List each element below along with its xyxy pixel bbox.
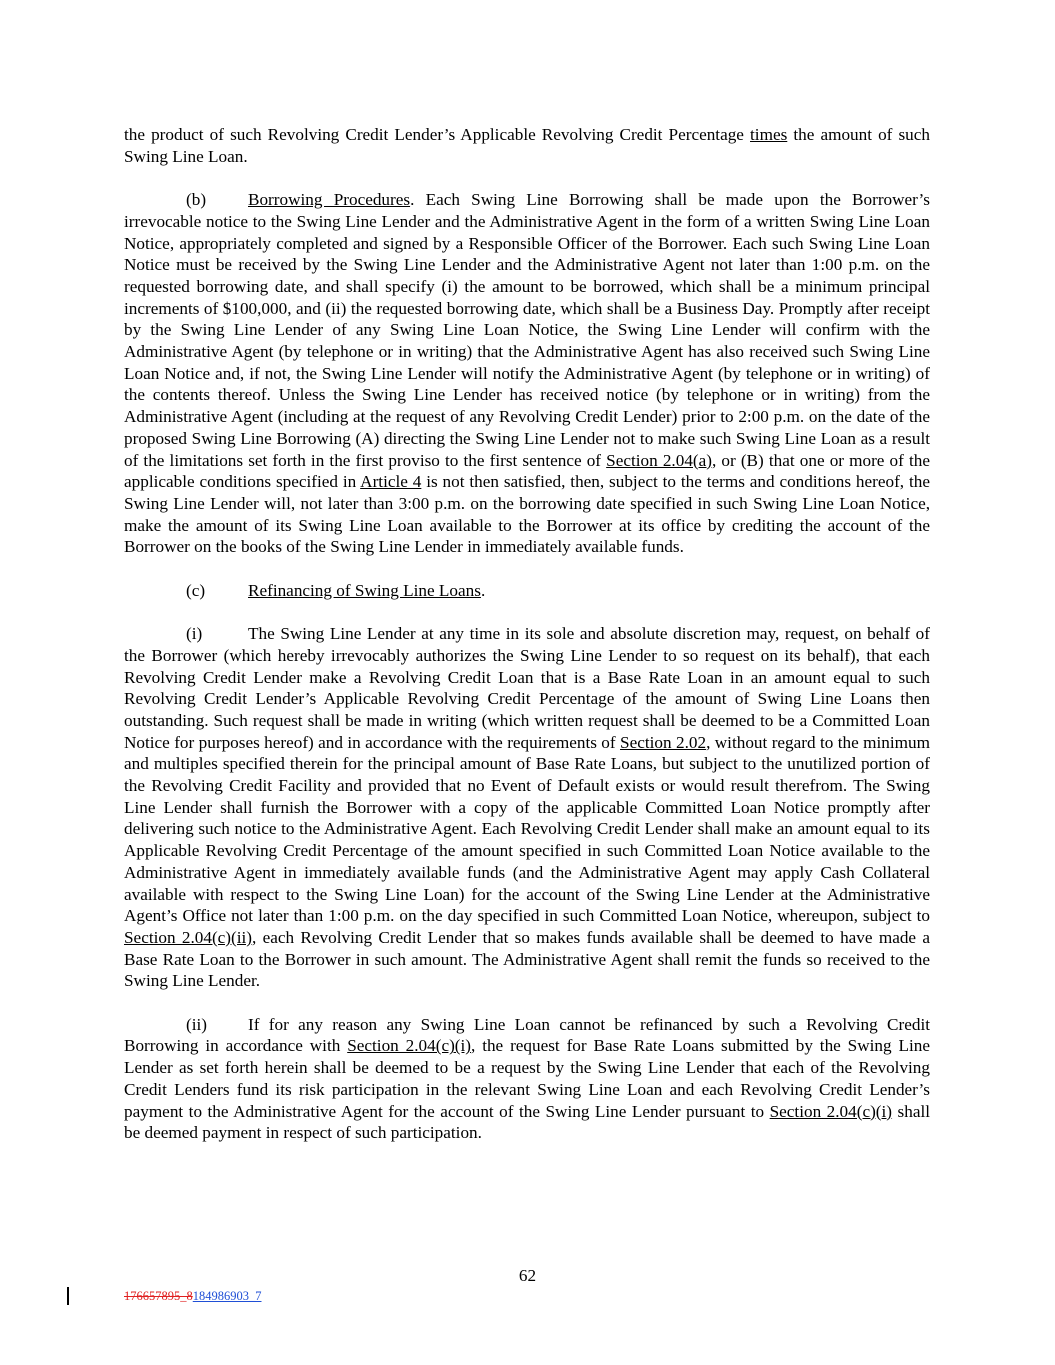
- cross-reference: Article 4: [360, 472, 422, 492]
- section-heading: Borrowing Procedures: [248, 190, 411, 210]
- paragraph-b: [124, 189, 930, 558]
- paragraph-label: (ii): [186, 1014, 207, 1034]
- text: is not then satisfied, then, subject to the terms and conditions hereof, the Swing Line Lender will, not later than 3:00 p.m. on the borrowing date specified in such Swing Line Loan Notice, make the amount of its Swing Line Loan available to the Borrower at its office by crediting the account of the Borrower on the books of the Swing Line Lender in immediately available funds.: [124, 472, 930, 557]
- page-number: 62: [518, 1266, 537, 1285]
- cross-reference: Section 2.04(c)(i): [347, 1036, 472, 1056]
- docid-inserted: 184986903_7: [192, 1289, 262, 1303]
- docid-deleted: 176657895_8: [124, 1289, 193, 1303]
- paragraph-a-continuation: [124, 124, 930, 167]
- text: If for any reason any Swing Line Loan cannot be refinanced by such a Revolving Credit Borrowing in accordance with: [124, 1014, 930, 1056]
- emphasis-times: times: [750, 125, 788, 144]
- document-body: [124, 124, 930, 1144]
- paragraph-c-i: [124, 623, 930, 992]
- paragraph-label: (i): [186, 624, 203, 644]
- text: .: [480, 580, 486, 600]
- text: , the request for Base Rate Loans submitted by the Swing Line Lender as set forth herein shall be deemed to be a request by the Swing Line Lender that each of the Revolving Credit Lenders fund its risk participation in the relevant Swing Line Loan and each Revolving Credit Lender’s payment to the Administrative Agent for the account of the Swing Line Lender pursuant to: [124, 1036, 930, 1121]
- text: The Swing Line Lender at any time in its sole and absolute discretion may, request, on behalf of the Borrower (which hereby irrevocably authorizes the Swing Line Lender to so request on its behalf), that each Revolving Credit Lender make a Revolving Credit Loan that is a Base Rate Loan in an amount equal to such Revolving Credit Lender’s Applicable Revolving Credit Percentage of the amount of Swing Line Loans then outstanding. Such request shall be made in writing (which written request shall be deemed to be a Committed Loan Notice for purposes hereof) and in accordance with the requirements of: [124, 624, 930, 752]
- text: the product of such Revolving Credit Lender’s Applicable Revolving Credit Percentage: [124, 125, 751, 144]
- text: , or (B) that one or more of the applicable conditions specified in: [124, 450, 930, 492]
- section-heading: Refinancing of Swing Line Loans: [248, 580, 481, 600]
- text: , without regard to the minimum and multiples specified therein for the principal amount of Base Rate Loans, but subject to the unutilized portion of the Revolving Credit Facility and provided that no Event of Default exists or would result therefrom. The Swing Line Lender shall furnish the Borrower with a copy of the applicable Committed Loan Notice promptly after delivering such notice to the Administrative Agent. Each Revolving Credit Lender shall make an amount equal to its Applicable Revolving Credit Percentage of the amount specified in such Committed Loan Notice available to the Administrative Agent in immediately available funds (and the Administrative Agent may apply Cash Collateral available with respect to the Swing Line Loan) for the account of the Swing Line Lender at the Administrative Agent’s Office not later than 1:00 p.m. on the day specified in such Committed Loan Notice, whereupon, subject to: [124, 732, 930, 926]
- text: . Each Swing Line Borrowing shall be made upon the Borrower’s irrevocable notice to the Swing Line Lender and the Administrative Agent in the form of a written Swing Line Loan Notice, appropriately completed and signed by a Responsible Officer of the Borrower. Each such Swing Line Loan Notice must be received by the Swing Line Lender and the Administrative Agent not later than 1:00 p.m. on the requested borrowing date, and shall specify (i) the amount to be borrowed, which shall be a minimum principal increments of $100,000, and (ii) the requested borrowing date, which shall be a Business Day. Promptly after receipt by the Swing Line Lender of any Swing Line Loan Notice, the Swing Line Lender will confirm with the Administrative Agent (by telephone or in writing) that the Administrative Agent has also received such Swing Line Loan Notice and, if not, the Swing Line Lender will notify the Administrative Agent (by telephone or in writing) of the contents thereof. Unless the Swing Line Lender has received notice (by telephone or in writing) from the Administrative Agent (including at the request of any Revolving Credit Lender) prior to 2:00 p.m. on the date of the proposed Swing Line Borrowing (A) directing the Swing Line Lender not to make such Swing Line Loan as a result of the limitations set forth in the first proviso to the first sentence of: [124, 190, 930, 470]
- document-id: [124, 1289, 262, 1304]
- paragraph-c-ii: [124, 1014, 930, 1144]
- text: , each Revolving Credit Lender that so makes funds available shall be deemed to have made a Base Rate Loan to the Borrower in such amount. The Administrative Agent shall remit the funds so received to the Swing Line Lender.: [124, 927, 930, 991]
- cross-reference: Section 2.04(a): [606, 450, 712, 470]
- paragraph-label: (b): [186, 190, 207, 210]
- text: the amount of such Swing Line Loan.: [124, 125, 930, 166]
- text: shall be deemed payment in respect of such participation.: [124, 1101, 931, 1143]
- cross-reference: Section 2.04(c)(i): [769, 1101, 893, 1121]
- cross-reference: Section 2.04(c)(ii): [124, 927, 253, 947]
- cross-reference: Section 2.02: [620, 732, 707, 752]
- change-bar: [67, 1287, 69, 1305]
- paragraph-c: [124, 580, 930, 602]
- paragraph-label: (c): [186, 580, 206, 600]
